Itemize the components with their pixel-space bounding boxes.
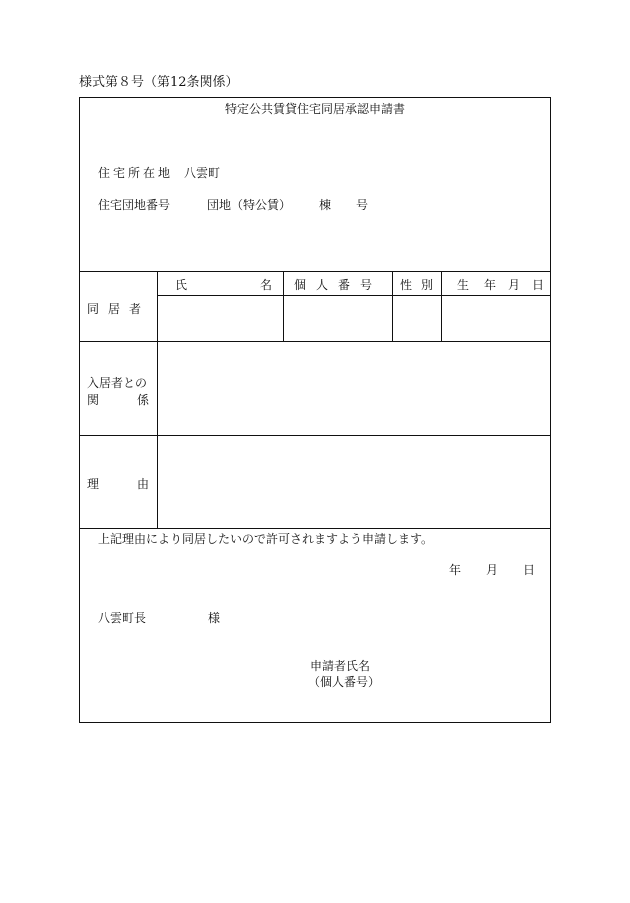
cohabitant-label: 同居者 — [87, 302, 151, 316]
addressee-honorific: 様 — [208, 611, 221, 625]
form-title: 特定公共賃貸住宅同居承認申請書 — [224, 102, 405, 116]
housing-room-number: 号 — [356, 198, 369, 212]
addressee-name: 八雲町長 — [98, 611, 147, 625]
header-birth-year: 年 — [484, 278, 497, 292]
reason-label: 理 由 — [87, 477, 149, 491]
declaration-text: 上記理由により同居したいので許可されますよう申請します。 — [98, 532, 434, 546]
relation-label-line2: 関 係 — [87, 393, 149, 407]
cohabitant-birthdate-field[interactable] — [442, 296, 550, 340]
header-name-2: 名 — [260, 278, 273, 292]
housing-building: 棟 — [319, 198, 332, 212]
applicant-name-field[interactable] — [390, 654, 540, 690]
date-month: 月 — [486, 563, 499, 577]
divider-top-table — [80, 271, 550, 272]
header-birth-month: 月 — [508, 278, 521, 292]
header-birth-sei: 生 — [457, 278, 470, 292]
header-birth-day: 日 — [532, 278, 545, 292]
cohabitant-name-field[interactable] — [158, 296, 282, 340]
divider-after-reason — [80, 528, 550, 529]
header-individual-number: 個人番号 — [294, 278, 383, 292]
housing-danchi: 団地（特公賃） — [207, 198, 292, 212]
reason-field[interactable] — [158, 436, 550, 527]
cohabitant-sex-field[interactable] — [393, 296, 440, 340]
applicant-name-label: 申請者氏名 — [310, 659, 371, 673]
date-year: 年 — [449, 563, 462, 577]
date-day: 日 — [523, 563, 536, 577]
cohabitant-number-field[interactable] — [284, 296, 391, 340]
address-town: 八雲町 — [184, 166, 221, 180]
form-number-label: 様式第８号（第12条関係） — [79, 75, 239, 90]
relation-label-line1: 入居者との — [87, 376, 148, 390]
header-sex: 性別 — [400, 278, 443, 292]
address-label: 住宅所在地 — [98, 166, 174, 180]
application-form — [79, 97, 551, 723]
housing-number-label: 住宅団地番号 — [98, 198, 171, 212]
applicant-number-label: （個人番号） — [308, 675, 381, 689]
header-name-1: 氏 — [175, 278, 188, 292]
relation-field[interactable] — [158, 342, 550, 434]
